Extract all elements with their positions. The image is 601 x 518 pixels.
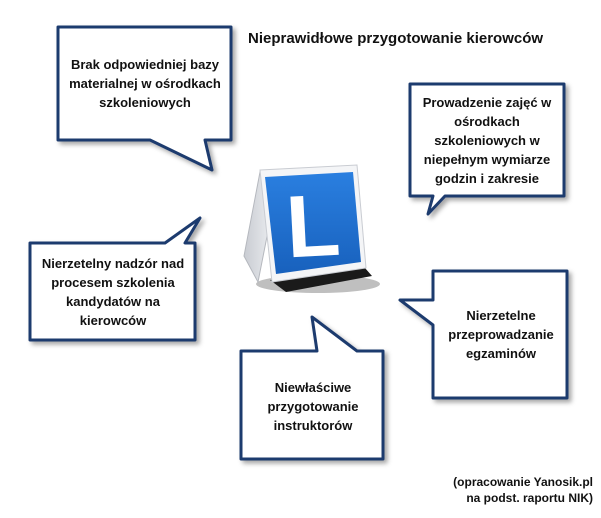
source-line-2: na podst. raportu NIK)	[466, 491, 593, 505]
diagram-title: Nieprawidłowe przygotowanie kierowców	[248, 30, 544, 47]
bubble-text-top-right	[414, 87, 560, 193]
bubble-label: Prowadzenie zajęć w ośrodkach szkoleniowych w niepełnym wymiarze godzin i zakresie	[422, 94, 552, 186]
bubble-label: Brak odpowiedniej bazy materialnej w ośrodkach szkoleniowych	[69, 57, 221, 110]
bubble-label: Nierzetelne przeprowadzanie egzaminów	[448, 308, 554, 361]
bubble-text-top-left	[62, 30, 228, 137]
bubble-text-bottom	[246, 356, 380, 456]
bubble-text-right	[440, 274, 562, 395]
source-note	[453, 474, 593, 506]
bubble-text-left	[34, 246, 192, 337]
bubble-label: Niewłaściwe przygotowanie instruktorów	[267, 379, 359, 433]
bubble-label: Nierzetelny nadzór nad procesem szkolenia kandydatów na kierowców	[41, 255, 185, 328]
sign-letter: L	[283, 174, 343, 277]
learner-sign-icon	[244, 165, 380, 293]
source-line-1: (opracowanie Yanosik.pl	[453, 475, 593, 489]
